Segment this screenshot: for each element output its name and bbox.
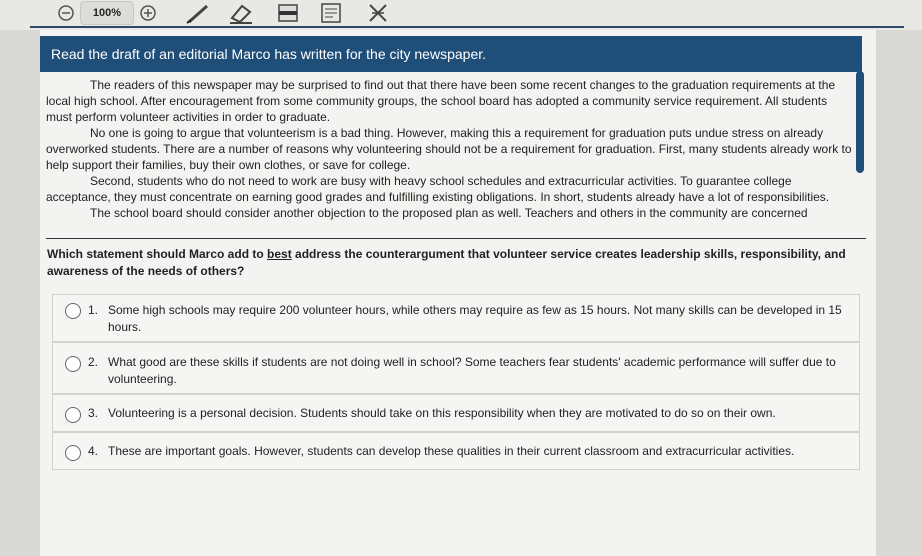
option-number: 1. <box>88 303 99 317</box>
passage-paragraph: The school board should consider another objection to the proposed plan as well. Teachers and others in the community are concerned <box>90 206 808 220</box>
pencil-icon[interactable] <box>184 2 214 24</box>
option-number: 4. <box>88 444 99 458</box>
radio-button-icon[interactable] <box>65 445 81 461</box>
eliminator-icon[interactable] <box>366 2 390 24</box>
directions-banner: Read the draft of an editorial Marco has written for the city newspaper. <box>40 36 862 72</box>
zoom-level: 100% <box>80 1 134 25</box>
option-text: Volunteering is a personal decision. Students should take on this responsibility when they are motivated to do so on their own. <box>108 406 776 420</box>
question-page <box>40 30 876 556</box>
answer-option-4[interactable] <box>52 432 860 470</box>
toolbar-divider <box>30 26 904 28</box>
option-text: These are important goals. However, students can develop these qualities in their current classroom and extracurricular activities. <box>108 444 795 458</box>
editorial-passage[interactable] <box>46 77 854 238</box>
option-number: 3. <box>88 406 99 420</box>
question-text: address the counterargument that volunteer service creates leadership skills, responsibility, and awareness of the needs of others? <box>47 247 846 278</box>
line-reader-icon[interactable] <box>276 2 300 24</box>
option-number: 2. <box>88 355 99 369</box>
toolbar <box>0 0 922 30</box>
answer-option-1[interactable] <box>52 294 860 342</box>
passage-scrollbar[interactable] <box>856 71 864 173</box>
answer-option-2[interactable] <box>52 342 860 394</box>
notepad-icon[interactable] <box>318 2 346 24</box>
passage-paragraph: The readers of this newspaper may be surprised to find out that there have been some recent changes to the graduation requirements at the local high school. After encouragement from some community groups, the school board has adopted a community service requirement. All students must perform volunteer activities in order to graduate. <box>46 78 836 124</box>
passage-paragraph: No one is going to argue that volunteerism is a bad thing. However, making this a requirement for graduation puts undue stress on already overworked students. There are a number of reasons why volunteering should not be a requirement for graduation. First, many students already work to help support their families, buy their own clothes, or save for college. <box>46 126 852 172</box>
question-stem <box>47 246 859 280</box>
answer-option-3[interactable] <box>52 394 860 432</box>
zoom-in-icon[interactable] <box>138 2 158 24</box>
option-text: Some high schools may require 200 volunteer hours, while others may require as few as 15 hours. Not many skills can be developed in 15 hours. <box>108 303 842 334</box>
question-emphasis: best <box>267 247 292 261</box>
passage-paragraph: Second, students who do not need to work are busy with heavy school schedules and extracurricular activities. To guarantee college acceptance, they must concentrate on earning good grades and fulfilling existing obligations. In short, students already have a lot of responsibilities. <box>46 174 830 204</box>
passage-divider <box>46 238 866 239</box>
eraser-icon[interactable] <box>226 2 256 24</box>
option-text: What good are these skills if students are not doing well in school? Some teachers fear students' academic performance will suffer due to volunteering. <box>108 355 836 386</box>
zoom-out-icon[interactable] <box>56 2 76 24</box>
question-text: Which statement should Marco add to <box>47 247 268 261</box>
radio-button-icon[interactable] <box>65 356 81 372</box>
radio-button-icon[interactable] <box>65 303 81 319</box>
radio-button-icon[interactable] <box>65 407 81 423</box>
